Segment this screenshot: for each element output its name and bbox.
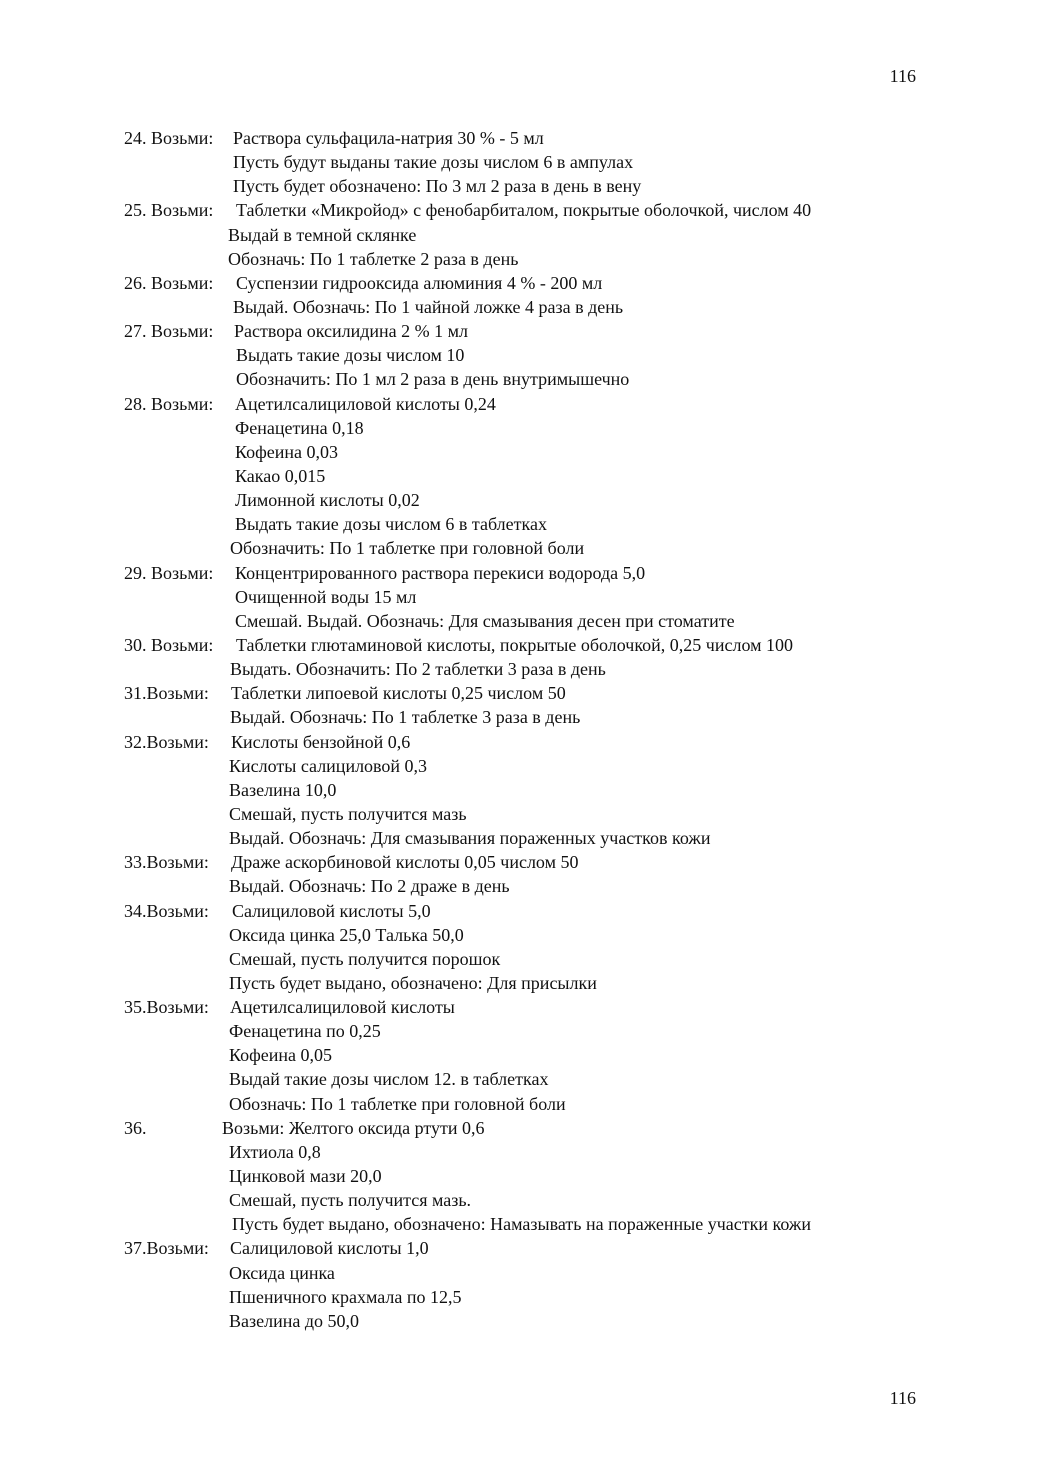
prescription-line — [0, 271, 1039, 295]
prescription-line — [0, 416, 1039, 440]
prescription-line — [0, 850, 1039, 874]
prescription-line — [0, 223, 1039, 247]
prescription-line — [0, 826, 1039, 850]
prescription-line — [0, 561, 1039, 585]
prescription-text: Выдать такие дозы числом 6 в таблетках — [235, 514, 547, 535]
prescription-number: 35.Возьми: — [124, 997, 209, 1018]
prescription-line — [0, 585, 1039, 609]
prescription-text: Выдай такие дозы числом 12. в таблетках — [229, 1069, 549, 1090]
prescription-line — [0, 681, 1039, 705]
prescription-line — [0, 802, 1039, 826]
prescription-line — [0, 609, 1039, 633]
page-number-bottom: 116 — [889, 1388, 916, 1408]
prescription-line — [0, 899, 1039, 923]
page-number-top: 116 — [889, 66, 916, 86]
prescription-line — [0, 995, 1039, 1019]
prescription-line — [0, 1164, 1039, 1188]
prescription-text: Раствора оксилидина 2 % 1 мл — [234, 321, 469, 342]
prescription-text: Выдай. Обозначь: Для смазывания пораженных участков кожи — [229, 828, 711, 849]
prescription-text: Возьми: Желтого оксида ртути 0,6 — [222, 1117, 485, 1138]
prescription-line — [0, 923, 1039, 947]
prescription-line — [0, 1043, 1039, 1067]
prescription-list — [0, 126, 1039, 1333]
prescription-number: 27. Возьми: — [124, 321, 214, 342]
prescription-text: Смешай, пусть получится мазь — [229, 803, 467, 824]
prescription-text: Смешай, пусть получится мазь. — [229, 1190, 472, 1211]
prescription-line — [0, 464, 1039, 488]
prescription-line — [0, 778, 1039, 802]
prescription-text: Фенацетина 0,18 — [235, 417, 364, 438]
prescription-line — [0, 1067, 1039, 1091]
prescription-line — [0, 536, 1039, 560]
prescription-number: 25. Возьми: — [124, 200, 214, 221]
prescription-number: 30. Возьми: — [124, 634, 214, 655]
prescription-line — [0, 1261, 1039, 1285]
prescription-text: Пусть будут выданы такие дозы числом 6 в ампулах — [233, 152, 634, 173]
prescription-text: Пусть будет обозначено: По 3 мл 2 раза в день в вену — [233, 176, 642, 197]
prescription-text: Какао 0,015 — [235, 465, 326, 486]
prescription-line — [0, 1116, 1039, 1140]
prescription-line — [0, 367, 1039, 391]
prescription-text: Кофеина 0,05 — [229, 1045, 333, 1066]
prescription-number: 26. Возьми: — [124, 272, 214, 293]
prescription-number: 32.Возьми: — [124, 731, 209, 752]
prescription-number: 34.Возьми: — [124, 900, 209, 921]
prescription-text: Оксида цинка 25,0 Талька 50,0 — [229, 924, 464, 945]
prescription-text: Выдай. Обозначь: По 1 таблетке 3 раза в день — [230, 707, 581, 728]
prescription-text: Ацетилсалициловой кислоты 0,24 — [235, 393, 496, 414]
prescription-text: Раствора сульфацила-натрия 30 % - 5 мл — [233, 128, 544, 148]
prescription-text: Таблетки липоевой кислоты 0,25 числом 50 — [231, 683, 566, 704]
prescription-number: 29. Возьми: — [124, 562, 214, 583]
prescription-line — [0, 1309, 1039, 1333]
prescription-line — [0, 392, 1039, 416]
prescription-text: Выдать. Обозначить: По 2 таблетки 3 раза в день — [230, 659, 606, 680]
prescription-text: Кофеина 0,03 — [235, 441, 339, 462]
prescription-line — [0, 295, 1039, 319]
prescription-number: 37.Возьми: — [124, 1238, 209, 1259]
prescription-text: Обозначь: По 1 таблетке при головной боли — [229, 1093, 566, 1114]
prescription-text: Выдай в темной склянке — [228, 224, 417, 245]
prescription-line — [0, 1212, 1039, 1236]
prescription-line — [0, 319, 1039, 343]
prescription-line — [0, 488, 1039, 512]
prescription-text: Кислоты бензойной 0,6 — [231, 731, 411, 752]
prescription-text: Ацетилсалициловой кислоты — [230, 997, 455, 1018]
prescription-line — [0, 1285, 1039, 1309]
prescription-line — [0, 633, 1039, 657]
prescription-number: 36. — [124, 1117, 147, 1138]
prescription-text: Таблетки «Микройод» с фенобарбиталом, покрытые оболочкой, числом 40 — [236, 200, 812, 221]
prescription-text: Очищенной воды 15 мл — [235, 586, 417, 607]
prescription-line — [0, 126, 1039, 150]
prescription-text: Суспензии гидрооксида алюминия 4 % - 200 мл — [236, 272, 603, 293]
prescription-line — [0, 1236, 1039, 1260]
prescription-text: Вазелина 10,0 — [229, 779, 337, 800]
prescription-line — [0, 971, 1039, 995]
prescription-text: Салициловой кислоты 5,0 — [232, 900, 431, 921]
prescription-text: Вазелина до 50,0 — [229, 1310, 359, 1331]
prescription-line — [0, 874, 1039, 898]
prescription-line — [0, 657, 1039, 681]
prescription-line — [0, 174, 1039, 198]
prescription-line — [0, 705, 1039, 729]
prescription-text: Фенацетина по 0,25 — [229, 1021, 381, 1042]
prescription-text: Концентрированного раствора перекиси водорода 5,0 — [235, 562, 646, 583]
prescription-text: Оксида цинка — [229, 1262, 335, 1283]
prescription-text: Цинковой мази 20,0 — [229, 1166, 382, 1187]
prescription-number: 33.Возьми: — [124, 852, 209, 873]
prescription-line — [0, 198, 1039, 222]
prescription-line — [0, 947, 1039, 971]
prescription-text: Обозначить: По 1 мл 2 раза в день внутримышечно — [236, 369, 630, 390]
prescription-text: Салициловой кислоты 1,0 — [230, 1238, 429, 1259]
prescription-text: Ихтиола 0,8 — [229, 1141, 321, 1162]
prescription-text: Смешай, пусть получится порошок — [229, 948, 501, 969]
prescription-line — [0, 440, 1039, 464]
prescription-line — [0, 1140, 1039, 1164]
prescription-text: Обозначить: По 1 таблетке при головной боли — [230, 538, 585, 559]
prescription-text: Кислоты салициловой 0,3 — [229, 755, 428, 776]
prescription-line — [0, 512, 1039, 536]
prescription-text: Обозначь: По 1 таблетке 2 раза в день — [228, 248, 519, 269]
prescription-text: Смешай. Выдай. Обозначь: Для смазывания десен при стоматите — [235, 610, 735, 631]
prescription-text: Пусть будет выдано, обозначено: Намазывать на пораженные участки кожи — [232, 1214, 811, 1235]
prescription-line — [0, 1188, 1039, 1212]
prescription-number: 31.Возьми: — [124, 683, 209, 704]
prescription-line — [0, 343, 1039, 367]
prescription-text: Пшеничного крахмала по 12,5 — [229, 1286, 462, 1307]
prescription-line — [0, 730, 1039, 754]
prescription-text: Выдай. Обозначь: По 2 драже в день — [229, 876, 510, 897]
prescription-number: 28. Возьми: — [124, 393, 214, 414]
prescription-line — [0, 1019, 1039, 1043]
prescription-line — [0, 1092, 1039, 1116]
prescription-text: Выдать такие дозы числом 10 — [236, 345, 465, 366]
prescription-text: Лимонной кислоты 0,02 — [235, 490, 420, 511]
prescription-text: Выдай. Обозначь: По 1 чайной ложке 4 раза в день — [233, 296, 624, 317]
prescription-text: Драже аскорбиновой кислоты 0,05 числом 50 — [231, 852, 579, 873]
prescription-text: Таблетки глютаминовой кислоты, покрытые оболочкой, 0,25 числом 100 — [236, 634, 794, 655]
prescription-line — [0, 247, 1039, 271]
prescription-line — [0, 150, 1039, 174]
prescription-text: Пусть будет выдано, обозначено: Для присылки — [229, 972, 597, 993]
prescription-line — [0, 754, 1039, 778]
prescription-number: 24. Возьми: — [124, 128, 214, 148]
